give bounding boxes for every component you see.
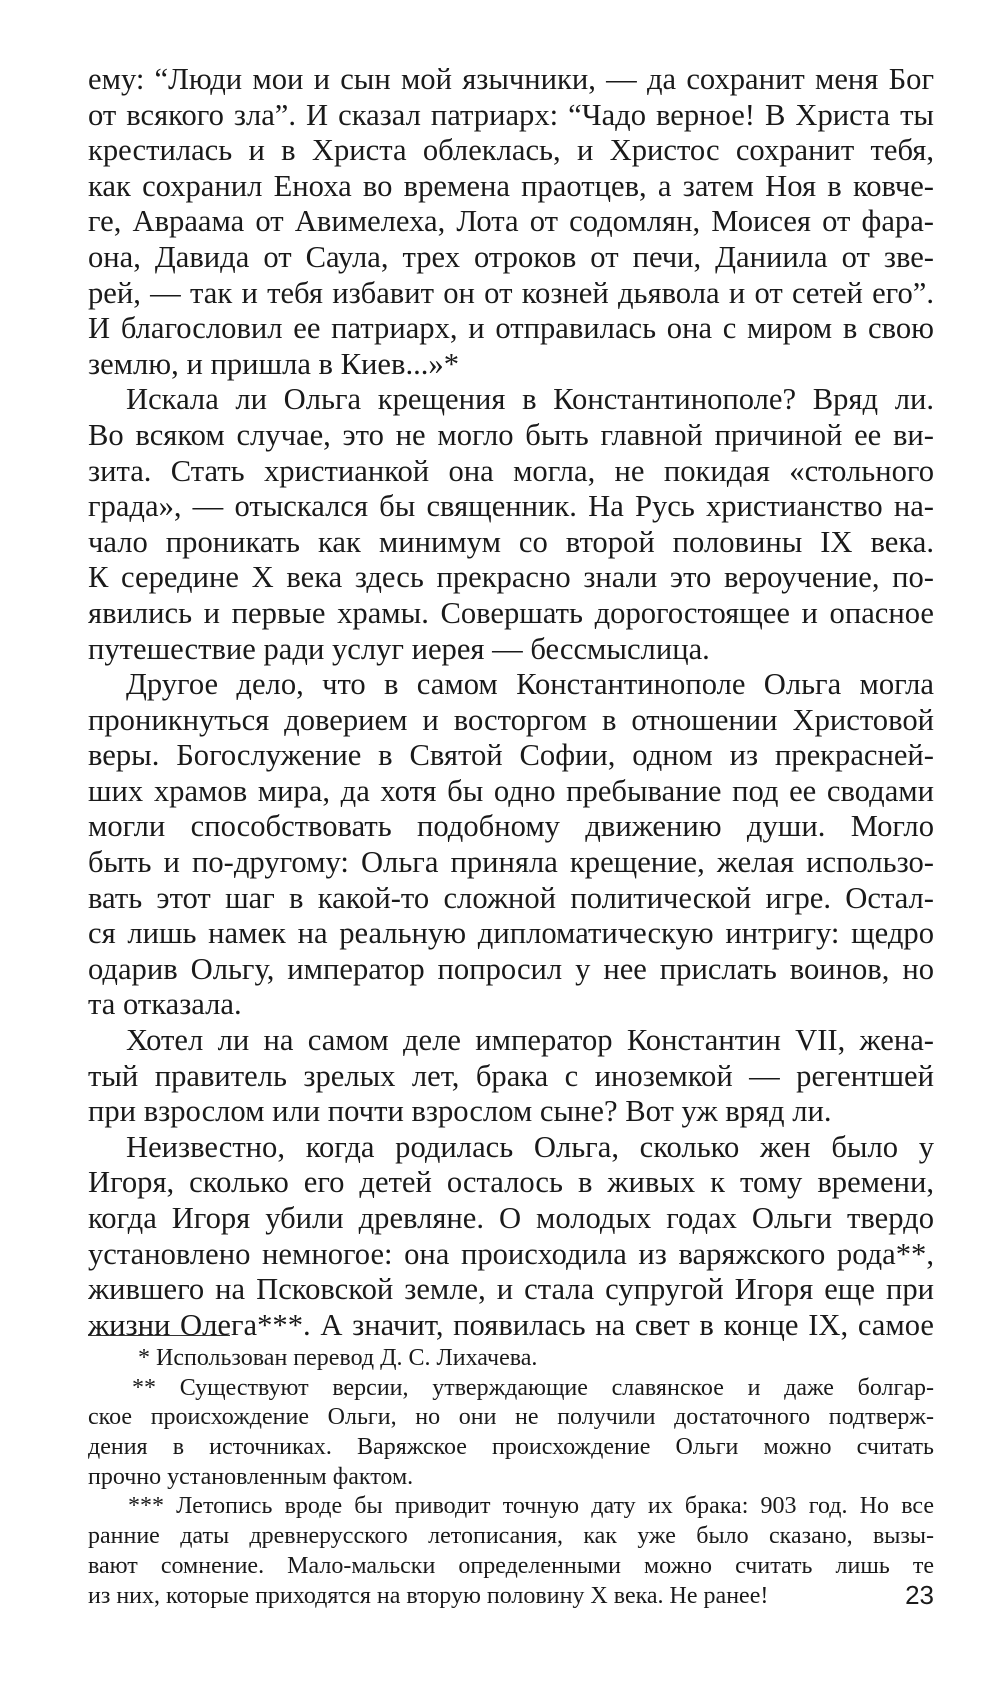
- text-line: когда Игоря убили древляне. О молодых годах Ольги твердо: [88, 1201, 934, 1235]
- footnote-line: вают сомнение. Мало-мальски определенными можно считать лишь те: [88, 1552, 934, 1579]
- main-text: [88, 62, 934, 1343]
- text-line: рей, — так и тебя избавит он от козней дьявола и от сетей его”.: [88, 275, 934, 310]
- text-line: ших храмов мира, да хотя бы одно пребывание под ее сводами: [88, 773, 934, 808]
- text-line: установлено немногое: она происходила из варяжского рода**,: [88, 1236, 934, 1271]
- text-line: ся лишь намек на реальную дипломатическую интригу: щедро: [88, 916, 934, 951]
- paragraph-start-line: Искала ли Ольга крещения в Константинополе? Вряд ли.: [126, 382, 934, 417]
- text-line: землю, и пришла в Киев...»*: [88, 346, 459, 381]
- text-line: как сохранил Еноха во времена праотцев, а затем Ноя в ковче-: [88, 168, 934, 203]
- text-line: быть и по-другому: Ольга приняла крещение, желая использо-: [88, 845, 934, 880]
- text-line: жившего на Псковской земле, и стала супругой Игоря еще при: [88, 1272, 934, 1307]
- text-line: Игоря, сколько его детей осталось в живых к тому времени,: [88, 1165, 934, 1200]
- text-line: могли способствовать подобному движению души. Могло: [88, 809, 934, 844]
- text-line: Во всяком случае, это не могло быть главной причиной ее ви-: [88, 417, 934, 452]
- footnote-line: * Использован перевод Д. С. Лихачева.: [138, 1345, 538, 1371]
- text-line: крестилась и в Христа облеклась, и Христос сохранит тебя,: [88, 133, 934, 168]
- text-line: явились и первые храмы. Совершать дорогостоящее и опасное: [88, 595, 934, 630]
- paragraph-start-line: Другое дело, что в самом Константинополе Ольга могла: [126, 667, 934, 702]
- text-line: та отказала.: [88, 987, 242, 1022]
- footnote-line: ранние даты древнерусского летописания, как уже было сказано, вызы-: [88, 1523, 934, 1550]
- footnote-line: ** Существуют версии, утверждающие славянское и даже болгар-: [132, 1374, 934, 1401]
- footnote-line: ское происхождение Ольги, но они не получили достаточного подтверж-: [88, 1404, 934, 1431]
- footnote-line: прочно установленным фактом.: [88, 1463, 414, 1490]
- paragraph-start-line: Неизвестно, когда родилась Ольга, сколько жен было у: [126, 1129, 934, 1164]
- text-line: тый правитель зрелых лет, брака с иноземкой — регентшей: [88, 1058, 934, 1093]
- page-number: 23: [905, 1580, 934, 1610]
- text-line: при взрослом или почти взрослом сыне? Вот уж вряд ли.: [88, 1094, 832, 1129]
- paragraph-start-line: Хотел ли на самом деле император Константин VII, жена-: [126, 1023, 934, 1058]
- text-line: ему: “Люди мои и сын мой язычники, — да сохранит меня Бог: [88, 62, 934, 96]
- footnote-line: дения в источниках. Варяжское происхождение Ольги можно считать: [88, 1434, 934, 1461]
- text-line: чало проникать как минимум со второй половины IX века.: [88, 524, 934, 559]
- text-line: града», — отыскался бы священник. На Русь христианство на-: [88, 489, 934, 524]
- text-line: веры. Богослужение в Святой Софии, одном из прекрасней-: [88, 738, 934, 773]
- text-line: вать этот шаг в какой-то сложной политической игре. Остал-: [88, 880, 934, 915]
- footnote-line: из них, которые приходятся на вторую половину X века. Не ранее!: [88, 1582, 769, 1609]
- text-line: она, Давида от Саула, трех отроков от печи, Даниила от зве-: [88, 239, 934, 274]
- text-line: К середине X века здесь прекрасно знали это вероучение, по-: [88, 560, 934, 595]
- text-line: жизни Олега***. А значит, появилась на свет в конце IX, самое: [88, 1307, 934, 1342]
- text-line: проникнуться доверием и восторгом в отношении Христовой: [88, 702, 934, 737]
- text-line: одарив Ольгу, император попросил у нее прислать воинов, но: [88, 951, 934, 986]
- text-line: зита. Стать христианкой она могла, не покидая «стольного: [88, 453, 934, 488]
- footnote-separator: [88, 1335, 230, 1336]
- text-line: от всякого зла”. И сказал патриарх: “Чадо верное! В Христа ты: [88, 97, 934, 132]
- text-line: И благословил ее патриарх, и отправилась она с миром в свою: [88, 311, 934, 346]
- text-line: ге, Авраама от Авимелеха, Лота от содомлян, Моисея от фара-: [88, 204, 934, 239]
- footnotes: [88, 1344, 934, 1611]
- footnote-line: *** Летопись вроде бы приводит точную дату их брака: 903 год. Но все: [128, 1493, 934, 1520]
- text-line: путешествие ради услуг иерея — бессмыслица.: [88, 631, 710, 666]
